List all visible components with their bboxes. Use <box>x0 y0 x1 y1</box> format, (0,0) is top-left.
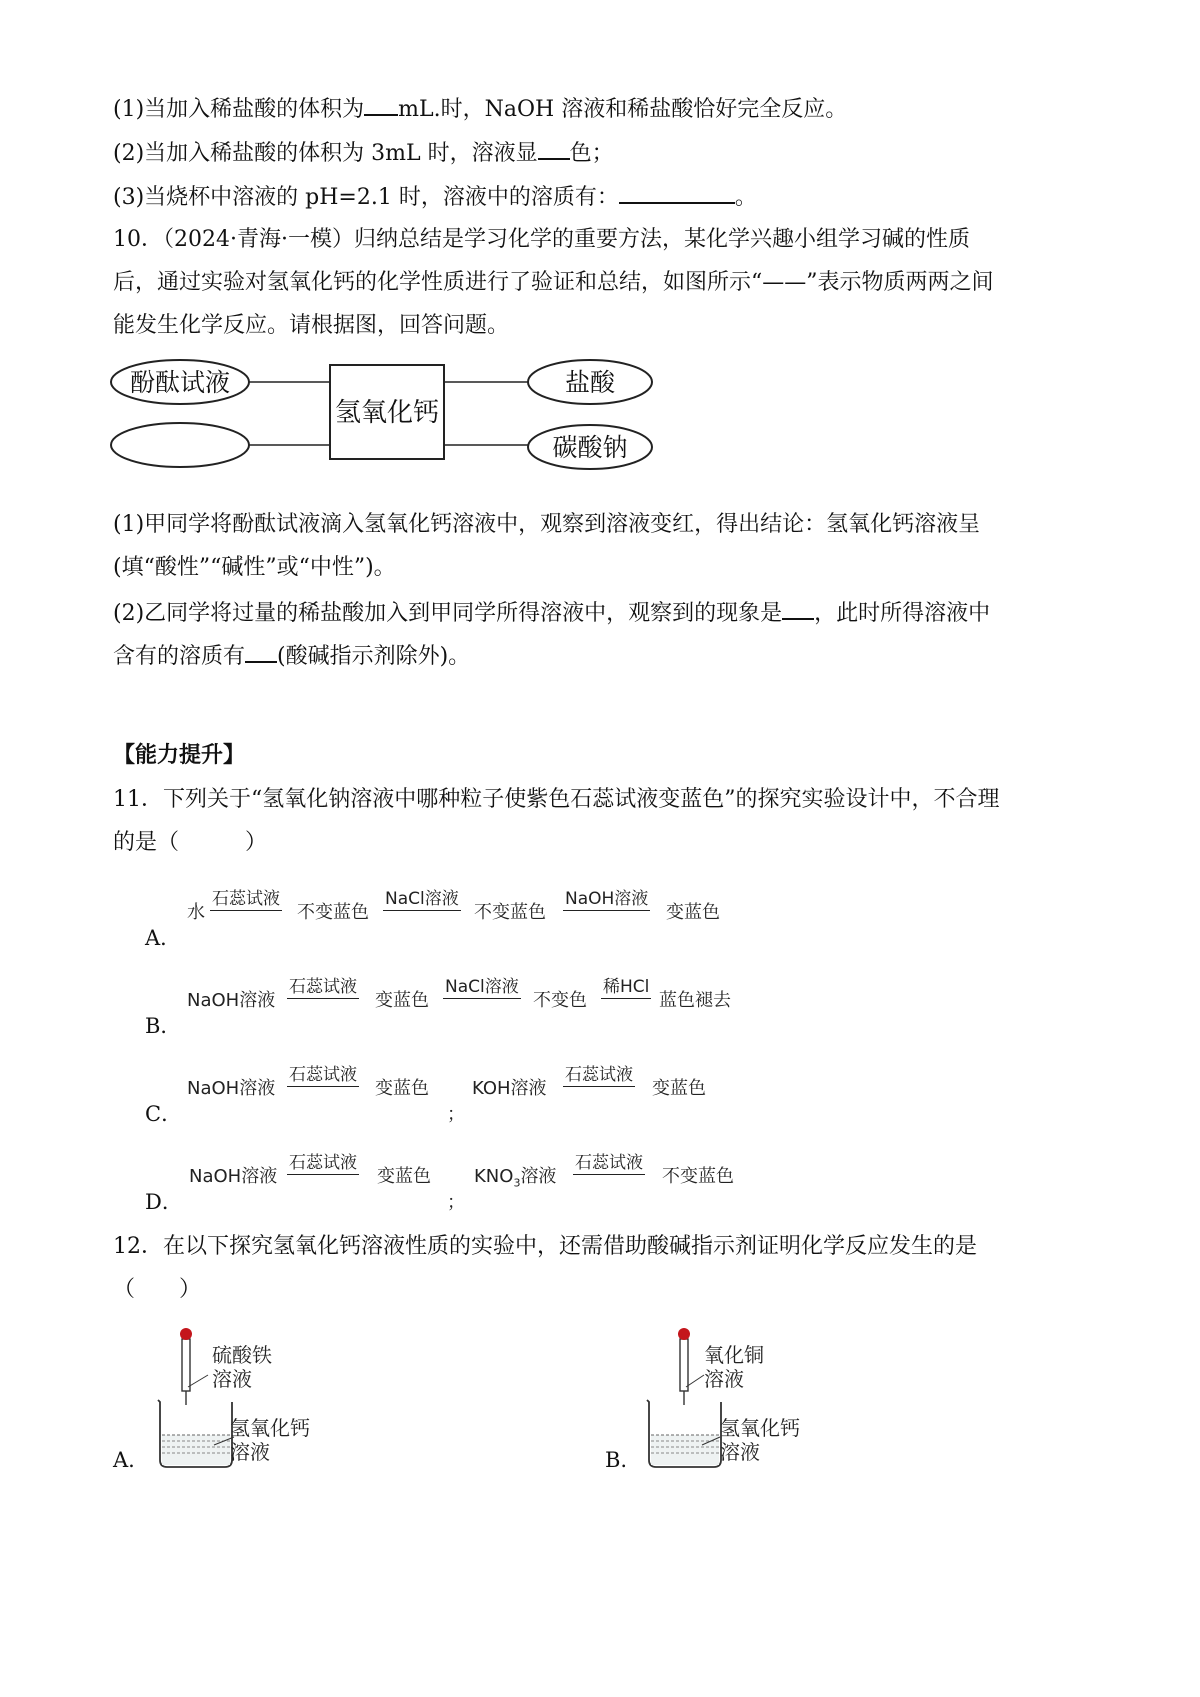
q12-stem-line2: （ ） <box>113 1277 202 1302</box>
observation: 变蓝色 <box>375 1078 429 1099</box>
q9-sub2 <box>113 138 614 168</box>
answer-blank[interactable] <box>782 598 814 620</box>
observation: 变蓝色 <box>652 1078 706 1099</box>
formula-main: KNO <box>474 1166 514 1187</box>
arrow-condition: 石蕊试液 <box>210 884 282 911</box>
reagent: NaOH溶液 <box>187 990 276 1011</box>
q10-sub2-line1 <box>113 598 990 628</box>
q10-stem-line2: 后，通过实验对氢氧化钙的化学性质进行了验证和总结，如图所示“——”表示物质两两之间 <box>113 270 994 295</box>
observation: 变蓝色 <box>666 902 720 923</box>
reagent <box>474 1162 556 1190</box>
formula-subscript: 3 <box>513 1176 521 1190</box>
arrow-condition: NaCl溶液 <box>443 972 521 999</box>
observation: 不变蓝色 <box>662 1166 734 1187</box>
observation: 蓝色褪去 <box>659 990 731 1011</box>
reagent: NaOH溶液 <box>187 1078 276 1099</box>
dropper-label-line1: 氧化铜 <box>704 1343 764 1367</box>
q9-sub2-text: (2)当加入稀盐酸的体积为 3mL 时，溶液显 <box>113 141 538 166</box>
q10-sub2-text-tail: ，此时所得溶液中 <box>814 601 991 626</box>
arrow-condition: 石蕊试液 <box>563 1060 635 1087</box>
arrow-condition: 石蕊试液 <box>573 1148 645 1175</box>
q10-sub2-line2 <box>113 641 470 671</box>
answer-blank[interactable] <box>364 94 398 116</box>
apparatus-b <box>642 1325 822 1475</box>
reagent: NaOH溶液 <box>189 1166 278 1187</box>
q11-stem-line1: 11．下列关于“氢氧化钠溶液中哪种粒子使紫色石蕊试液变蓝色”的探究实验设计中，不合理 <box>113 787 1000 812</box>
arrow-condition: NaOH溶液 <box>563 884 650 911</box>
ellipse-empty <box>111 423 249 467</box>
answer-blank[interactable] <box>619 182 735 204</box>
dropper-tube <box>182 1339 190 1391</box>
reagent: KOH溶液 <box>472 1078 547 1099</box>
reagent: 水 <box>187 902 205 923</box>
beaker-label-line2: 溶液 <box>230 1440 270 1464</box>
q12-stem-line1: 12．在以下探究氢氧化钙溶液性质的实验中，还需借助酸碱指示剂证明化学反应发生的是 <box>113 1234 977 1259</box>
q10-sub2-text: (2)乙同学将过量的稀盐酸加入到甲同学所得溶液中，观察到的现象是 <box>113 601 783 626</box>
answer-blank[interactable] <box>538 138 570 160</box>
q10-sub1-line2: (填“酸性”“碱性”或“中性”)。 <box>113 555 396 580</box>
separator: ； <box>447 1192 465 1213</box>
observation: 变蓝色 <box>377 1166 431 1187</box>
observation: 不变色 <box>533 990 587 1011</box>
answer-blank[interactable] <box>245 641 277 663</box>
q10-sub2-text2-tail: (酸碱指示剂除外)。 <box>277 644 471 669</box>
q10-sub2-text2: 含有的溶质有 <box>113 644 246 669</box>
arrow-condition: 石蕊试液 <box>287 1060 359 1087</box>
q9-sub3 <box>113 182 757 212</box>
q9-sub3-text-tail: 。 <box>734 185 757 210</box>
q11-stem-line2: 的是（ ） <box>113 830 268 855</box>
q9-sub1 <box>113 94 847 124</box>
observation: 变蓝色 <box>375 990 429 1011</box>
q9-sub2-text-tail: 色； <box>569 141 614 166</box>
option-label: A． <box>145 926 182 950</box>
q9-sub3-text: (3)当烧杯中溶液的 pH=2.1 时，溶液中的溶质有： <box>113 185 619 210</box>
dropper-label-line2: 溶液 <box>212 1367 252 1391</box>
label-calcium-hydroxide: 氢氧化钙 <box>334 398 440 428</box>
arrow-condition: 石蕊试液 <box>287 1148 359 1175</box>
dropper-tube <box>680 1339 688 1391</box>
label-sodium-carbonate: 碳酸钠 <box>552 433 628 462</box>
dropper-bulb <box>180 1328 192 1340</box>
dropper-label-line2: 溶液 <box>704 1367 744 1391</box>
reaction-diagram <box>108 355 718 490</box>
option-label: D． <box>145 1190 183 1214</box>
separator: ； <box>447 1104 465 1125</box>
observation: 不变蓝色 <box>297 902 369 923</box>
arrow-condition: 稀HCl <box>601 972 651 999</box>
arrow-condition: NaCl溶液 <box>383 884 461 911</box>
label-phenolphthalein: 酚酞试液 <box>129 368 231 397</box>
label-hydrochloric-acid: 盐酸 <box>564 368 616 397</box>
q10-stem-line1: 10．（2024·青海·一模）归纳总结是学习化学的重要方法，某化学兴趣小组学习碱的性质 <box>113 227 970 252</box>
dropper-bulb <box>678 1328 690 1340</box>
q9-sub1-text-tail: mL.时，NaOH 溶液和稀盐酸恰好完全反应。 <box>398 97 848 122</box>
beaker-label-line2: 溶液 <box>720 1440 760 1464</box>
option-label: A. <box>113 1448 135 1472</box>
q9-sub1-text: (1)当加入稀盐酸的体积为 <box>113 97 365 122</box>
dropper-label-line1: 硫酸铁 <box>212 1343 272 1367</box>
formula-tail: 溶液 <box>520 1166 557 1187</box>
beaker-label-line1: 氢氧化钙 <box>720 1416 800 1440</box>
option-label: C． <box>145 1102 183 1126</box>
option-label: B. <box>605 1448 628 1472</box>
q10-stem-line3: 能发生化学反应。请根据图，回答问题。 <box>113 313 510 338</box>
section-heading: 【能力提升】 <box>113 743 246 768</box>
observation: 不变蓝色 <box>474 902 546 923</box>
option-label: B． <box>145 1014 182 1038</box>
apparatus-a <box>150 1325 330 1475</box>
arrow-condition: 石蕊试液 <box>287 972 359 999</box>
beaker-label-line1: 氢氧化钙 <box>230 1416 310 1440</box>
q10-sub1-line1: (1)甲同学将酚酞试液滴入氢氧化钙溶液中，观察到溶液变红，得出结论：氢氧化钙溶液呈 <box>113 512 981 537</box>
